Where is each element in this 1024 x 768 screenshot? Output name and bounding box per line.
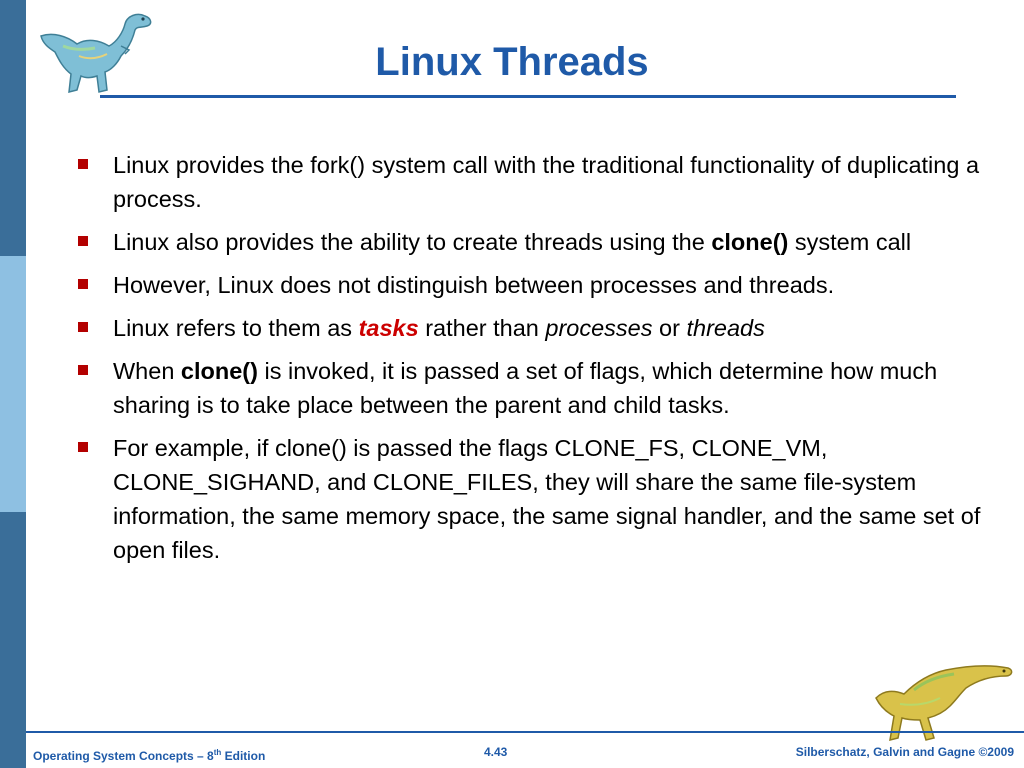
bullet-text: When <box>113 358 181 384</box>
bullet-text: is invoked, it is passed a set of flags, which determine how much sharing is to take place between the parent and child tasks. <box>113 358 938 418</box>
footer-book-title: Operating System Concepts – 8th Edition <box>33 748 266 763</box>
side-bar-middle <box>0 256 26 512</box>
list-item <box>78 431 983 567</box>
list-item <box>78 268 983 302</box>
list-item <box>78 225 983 259</box>
side-bar <box>0 0 26 768</box>
bullet-text: For example, if clone() is passed the flags CLONE_FS, CLONE_VM, CLONE_SIGHAND, and CLONE_FILES, they will share the same file-system information, the same memory space, the same signal handler, and the same set of open files. <box>113 435 981 563</box>
title-underline <box>100 95 956 98</box>
bullet-icon <box>78 236 88 246</box>
bullet-text: Linux provides the fork() system call with the traditional functionality of duplicating a process. <box>113 152 980 212</box>
tasks-keyword: tasks <box>358 315 419 341</box>
bullet-text: system call <box>788 229 912 255</box>
bullet-icon <box>78 279 88 289</box>
side-bar-top <box>0 0 26 256</box>
footer-authors: Silberschatz, Galvin and Gagne ©2009 <box>795 745 1014 759</box>
bullet-list <box>78 148 983 576</box>
list-item <box>78 354 983 422</box>
bullet-icon <box>78 442 88 452</box>
page-title: Linux Threads <box>375 40 649 84</box>
bullet-icon <box>78 159 88 169</box>
threads-keyword: threads <box>686 315 765 341</box>
footer-rule <box>26 731 1024 733</box>
bullet-icon <box>78 322 88 332</box>
bullet-text: rather than <box>418 315 546 341</box>
list-item <box>78 311 983 345</box>
bullet-text: However, Linux does not distinguish between processes and threads. <box>113 272 835 298</box>
list-item <box>78 148 983 216</box>
clone-keyword: clone() <box>180 358 258 384</box>
clone-keyword: clone() <box>711 229 789 255</box>
page-number: 4.43 <box>484 745 508 759</box>
bullet-text: Linux also provides the ability to create threads using the <box>113 229 712 255</box>
side-bar-bottom <box>0 512 26 768</box>
bullet-text: Linux refers to them as <box>113 315 359 341</box>
bullet-text: or <box>652 315 687 341</box>
bullet-icon <box>78 365 88 375</box>
processes-keyword: processes <box>545 315 653 341</box>
